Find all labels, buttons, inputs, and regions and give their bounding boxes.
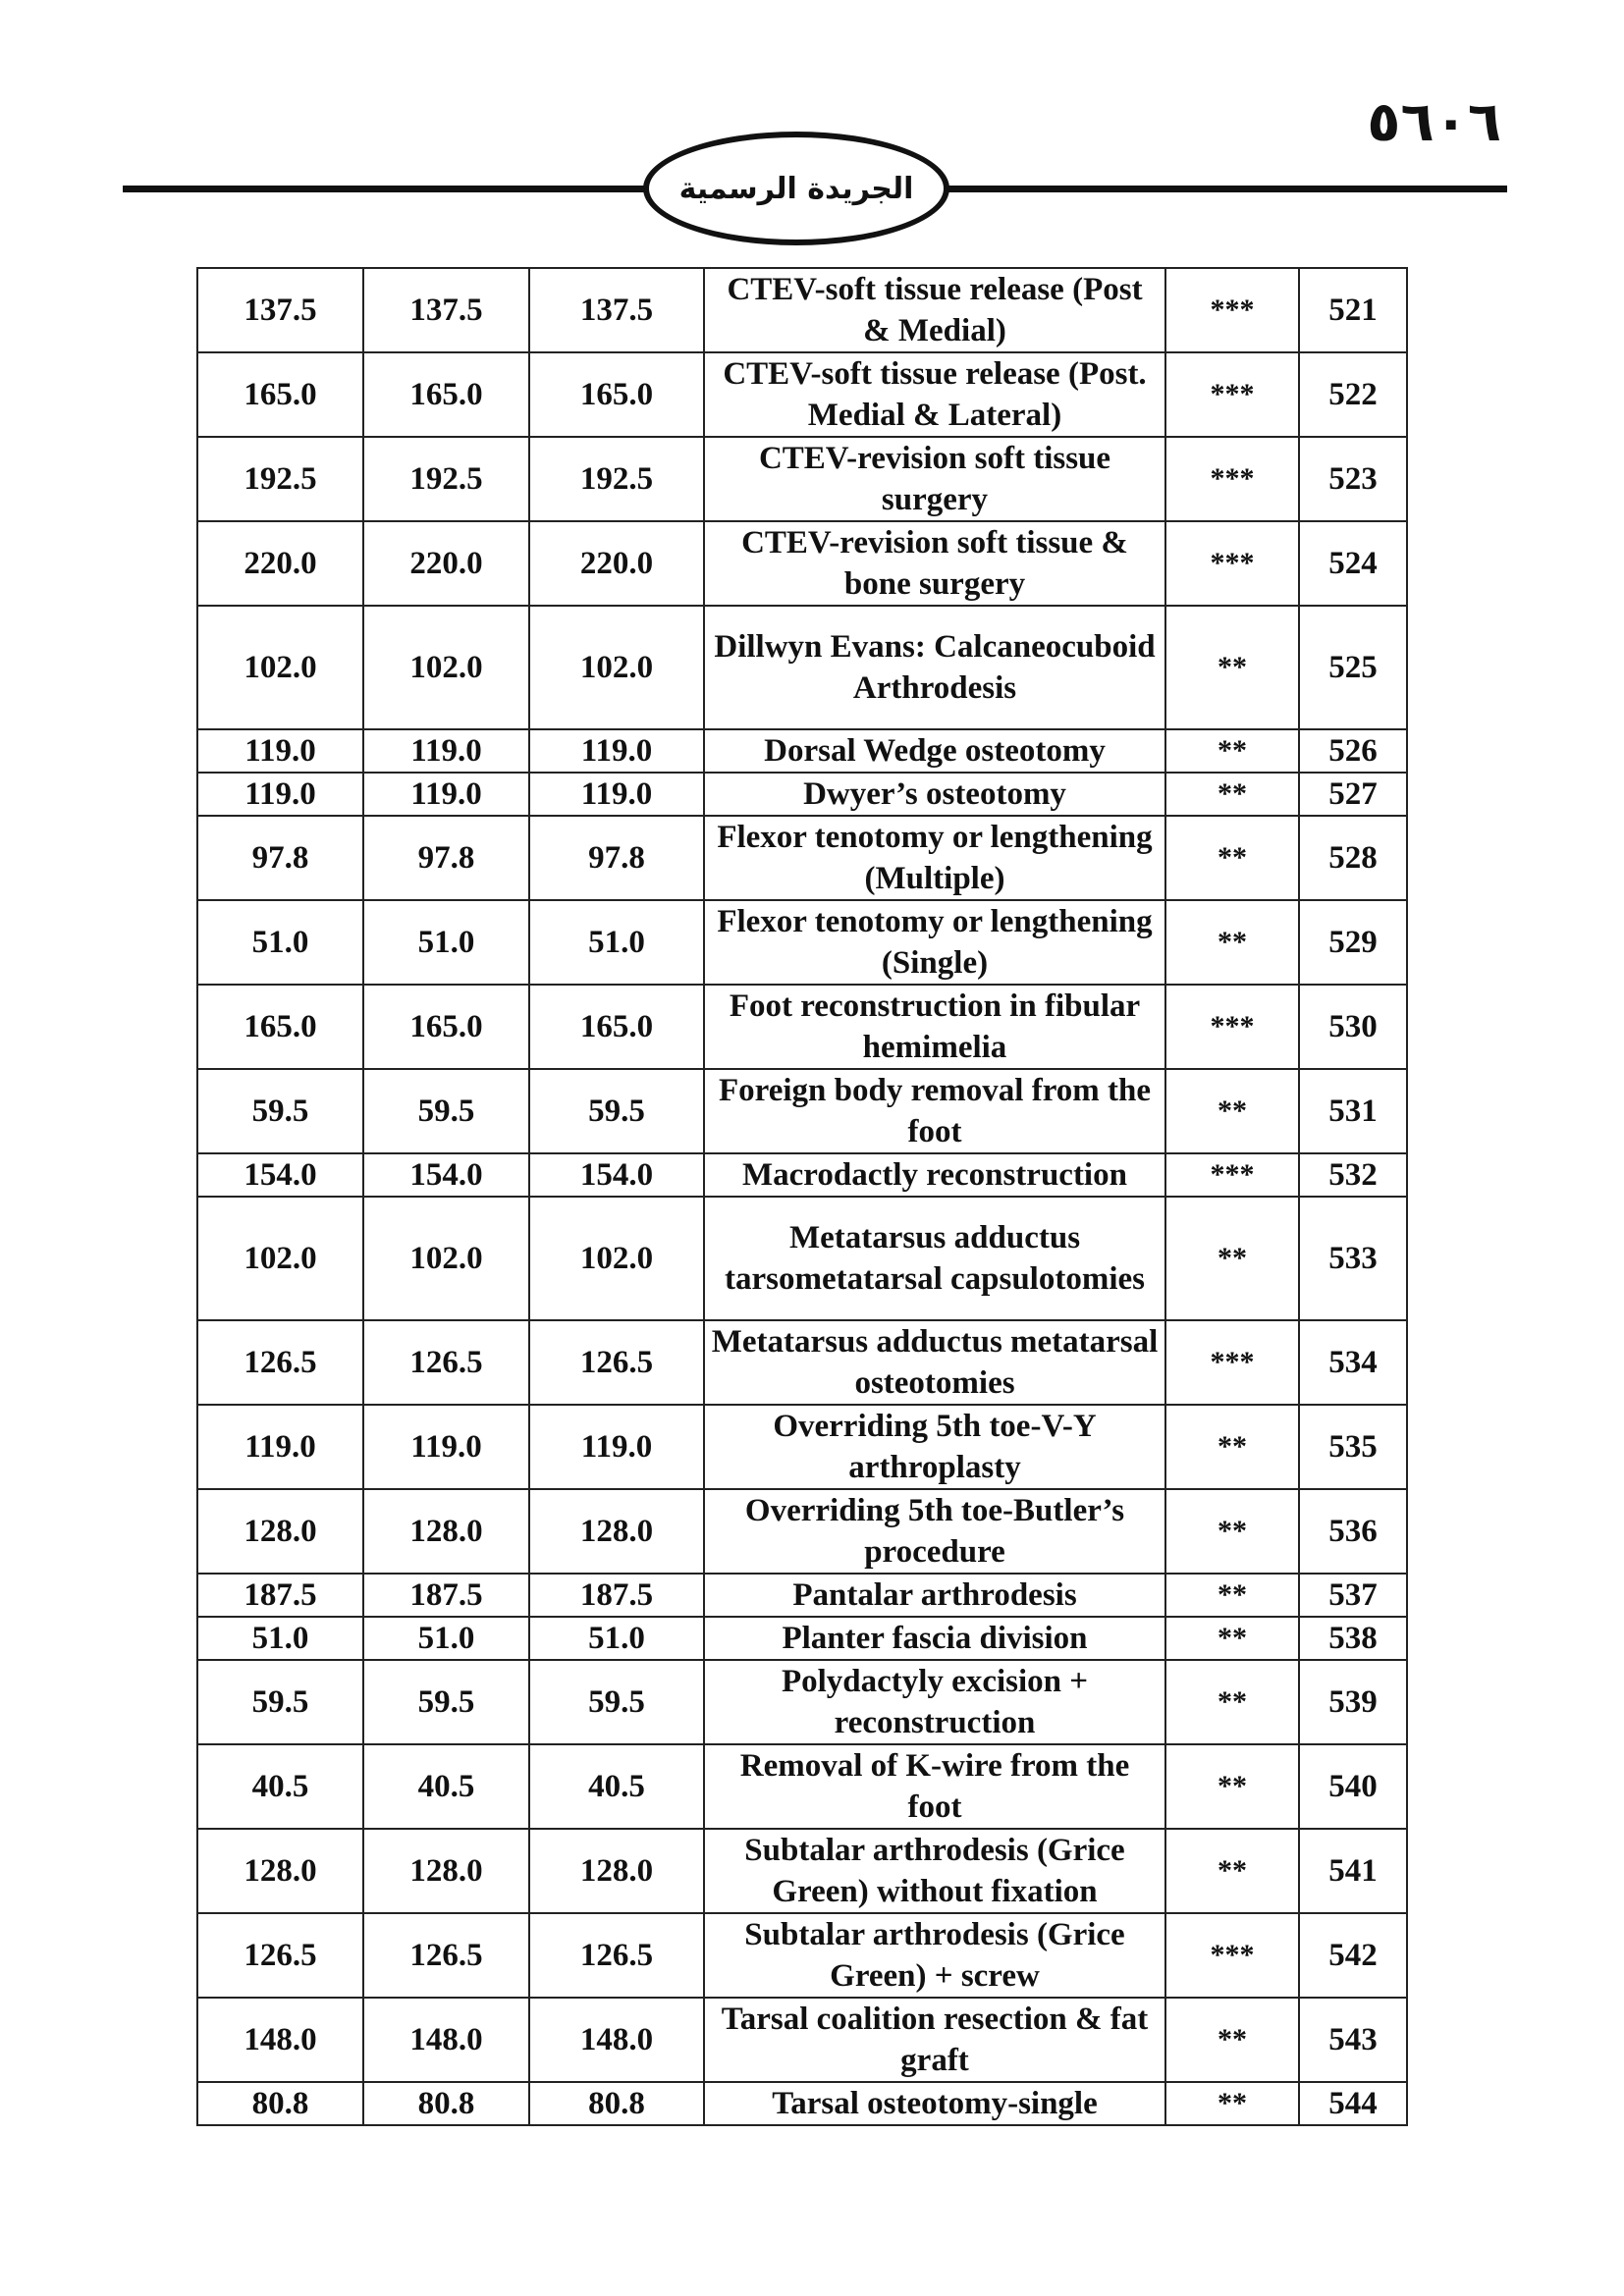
table-row: [197, 521, 1407, 606]
procedure-name: Subtalar arthrodesis (Grice Green) + screw: [704, 1913, 1165, 1998]
fee-value-3: 165.0: [529, 985, 704, 1069]
procedure-code: 530: [1299, 985, 1407, 1069]
fee-value-1: 148.0: [197, 1998, 363, 2082]
fee-value-2: 40.5: [363, 1744, 529, 1829]
table-row: [197, 352, 1407, 437]
fee-value-1: 97.8: [197, 816, 363, 900]
complexity-stars: ***: [1165, 521, 1299, 606]
fee-value-3: 165.0: [529, 352, 704, 437]
table-row: [197, 1320, 1407, 1405]
fee-value-3: 128.0: [529, 1489, 704, 1574]
fee-value-1: 119.0: [197, 729, 363, 773]
fee-value-2: 187.5: [363, 1574, 529, 1617]
complexity-stars: ***: [1165, 985, 1299, 1069]
fee-value-1: 126.5: [197, 1913, 363, 1998]
procedure-code: 529: [1299, 900, 1407, 985]
complexity-stars: **: [1165, 1829, 1299, 1913]
fee-value-2: 126.5: [363, 1913, 529, 1998]
fee-value-3: 40.5: [529, 1744, 704, 1829]
table-row: [197, 1829, 1407, 1913]
fee-value-1: 59.5: [197, 1069, 363, 1153]
table-row: [197, 1153, 1407, 1197]
table-row: [197, 1489, 1407, 1574]
fee-value-1: 154.0: [197, 1153, 363, 1197]
complexity-stars: ***: [1165, 1913, 1299, 1998]
fee-value-2: 102.0: [363, 606, 529, 729]
fee-value-1: 51.0: [197, 900, 363, 985]
fee-value-3: 126.5: [529, 1320, 704, 1405]
procedure-name: Subtalar arthrodesis (Grice Green) without fixation: [704, 1829, 1165, 1913]
complexity-stars: **: [1165, 1069, 1299, 1153]
fee-value-1: 165.0: [197, 985, 363, 1069]
fee-value-2: 97.8: [363, 816, 529, 900]
table-row: [197, 1744, 1407, 1829]
fee-value-2: 128.0: [363, 1829, 529, 1913]
procedure-name: Dorsal Wedge osteotomy: [704, 729, 1165, 773]
table-row: [197, 985, 1407, 1069]
fee-value-1: 187.5: [197, 1574, 363, 1617]
fee-value-1: 80.8: [197, 2082, 363, 2125]
procedure-code: 537: [1299, 1574, 1407, 1617]
fee-value-3: 128.0: [529, 1829, 704, 1913]
fee-value-2: 59.5: [363, 1069, 529, 1153]
fee-value-3: 220.0: [529, 521, 704, 606]
procedure-name: Polydactyly excision + reconstruction: [704, 1660, 1165, 1744]
procedure-code: 534: [1299, 1320, 1407, 1405]
procedure-name: Dillwyn Evans: Calcaneocuboid Arthrodesis: [704, 606, 1165, 729]
procedure-code: 527: [1299, 773, 1407, 816]
procedure-name: CTEV-soft tissue release (Post & Medial): [704, 268, 1165, 352]
procedure-name: Tarsal coalition resection & fat graft: [704, 1998, 1165, 2082]
procedure-name: Macrodactly reconstruction: [704, 1153, 1165, 1197]
fee-value-3: 51.0: [529, 900, 704, 985]
procedure-code: 523: [1299, 437, 1407, 521]
table-row: [197, 900, 1407, 985]
procedure-code: 544: [1299, 2082, 1407, 2125]
complexity-stars: **: [1165, 816, 1299, 900]
complexity-stars: **: [1165, 729, 1299, 773]
procedure-name: Overriding 5th toe-Butler’s procedure: [704, 1489, 1165, 1574]
fee-value-3: 137.5: [529, 268, 704, 352]
table-row: [197, 1998, 1407, 2082]
fee-table-body: [197, 268, 1407, 2125]
fee-value-2: 220.0: [363, 521, 529, 606]
fee-value-1: 119.0: [197, 773, 363, 816]
procedure-name: Tarsal osteotomy-single: [704, 2082, 1165, 2125]
procedure-name: Foreign body removal from the foot: [704, 1069, 1165, 1153]
table-row: [197, 1617, 1407, 1660]
complexity-stars: **: [1165, 1405, 1299, 1489]
fee-value-3: 119.0: [529, 729, 704, 773]
gazette-title: الجريدة الرسمية: [678, 171, 914, 206]
table-row: [197, 729, 1407, 773]
procedure-name: Flexor tenotomy or lengthening (Multiple): [704, 816, 1165, 900]
procedure-name: Dwyer’s osteotomy: [704, 773, 1165, 816]
procedure-code: 526: [1299, 729, 1407, 773]
complexity-stars: **: [1165, 1197, 1299, 1320]
fee-value-2: 80.8: [363, 2082, 529, 2125]
procedure-name: Removal of K-wire from the foot: [704, 1744, 1165, 1829]
fee-value-2: 51.0: [363, 1617, 529, 1660]
table-row: [197, 1197, 1407, 1320]
complexity-stars: **: [1165, 1617, 1299, 1660]
procedure-name: Metatarsus adductus metatarsal osteotomies: [704, 1320, 1165, 1405]
table-row: [197, 1660, 1407, 1744]
complexity-stars: **: [1165, 1660, 1299, 1744]
procedure-code: 535: [1299, 1405, 1407, 1489]
fee-value-1: 128.0: [197, 1489, 363, 1574]
table-row: [197, 2082, 1407, 2125]
table-row: [197, 1405, 1407, 1489]
fee-value-3: 59.5: [529, 1069, 704, 1153]
procedure-name: Foot reconstruction in fibular hemimelia: [704, 985, 1165, 1069]
page-number: ٥٦٠٦: [1367, 90, 1501, 154]
procedure-code: 532: [1299, 1153, 1407, 1197]
complexity-stars: **: [1165, 900, 1299, 985]
table-row: [197, 437, 1407, 521]
fee-value-3: 102.0: [529, 1197, 704, 1320]
fee-value-3: 51.0: [529, 1617, 704, 1660]
fee-value-1: 192.5: [197, 437, 363, 521]
procedure-code: 522: [1299, 352, 1407, 437]
fee-value-1: 137.5: [197, 268, 363, 352]
fee-value-3: 119.0: [529, 1405, 704, 1489]
table-row: [197, 1574, 1407, 1617]
fee-value-1: 40.5: [197, 1744, 363, 1829]
procedure-code: 541: [1299, 1829, 1407, 1913]
complexity-stars: **: [1165, 1744, 1299, 1829]
complexity-stars: **: [1165, 1574, 1299, 1617]
fee-value-1: 51.0: [197, 1617, 363, 1660]
procedure-name: CTEV-soft tissue release (Post. Medial & Lateral): [704, 352, 1165, 437]
fee-value-1: 119.0: [197, 1405, 363, 1489]
procedure-code: 521: [1299, 268, 1407, 352]
fee-value-2: 165.0: [363, 352, 529, 437]
procedure-code: 524: [1299, 521, 1407, 606]
fee-value-3: 59.5: [529, 1660, 704, 1744]
table-row: [197, 1069, 1407, 1153]
fee-value-3: 97.8: [529, 816, 704, 900]
procedure-name: Metatarsus adductus tarsometatarsal capsulotomies: [704, 1197, 1165, 1320]
procedure-code: 536: [1299, 1489, 1407, 1574]
fee-value-2: 137.5: [363, 268, 529, 352]
fee-value-3: 148.0: [529, 1998, 704, 2082]
procedure-code: 539: [1299, 1660, 1407, 1744]
fee-value-3: 102.0: [529, 606, 704, 729]
table-row: [197, 773, 1407, 816]
fee-value-2: 119.0: [363, 1405, 529, 1489]
procedure-code: 528: [1299, 816, 1407, 900]
fee-value-1: 165.0: [197, 352, 363, 437]
fee-value-2: 119.0: [363, 729, 529, 773]
complexity-stars: **: [1165, 606, 1299, 729]
fee-value-1: 59.5: [197, 1660, 363, 1744]
procedure-code: 543: [1299, 1998, 1407, 2082]
procedure-code: 540: [1299, 1744, 1407, 1829]
procedure-code: 542: [1299, 1913, 1407, 1998]
fee-value-2: 192.5: [363, 437, 529, 521]
complexity-stars: **: [1165, 773, 1299, 816]
procedure-name: Pantalar arthrodesis: [704, 1574, 1165, 1617]
fee-value-1: 102.0: [197, 606, 363, 729]
procedure-name: Overriding 5th toe-V-Y arthroplasty: [704, 1405, 1165, 1489]
fee-value-2: 119.0: [363, 773, 529, 816]
complexity-stars: **: [1165, 1489, 1299, 1574]
procedure-code: 525: [1299, 606, 1407, 729]
fee-value-3: 126.5: [529, 1913, 704, 1998]
complexity-stars: ***: [1165, 1320, 1299, 1405]
fee-value-3: 192.5: [529, 437, 704, 521]
procedure-code: 531: [1299, 1069, 1407, 1153]
fee-value-2: 128.0: [363, 1489, 529, 1574]
table-row: [197, 816, 1407, 900]
fee-value-2: 148.0: [363, 1998, 529, 2082]
fee-value-2: 126.5: [363, 1320, 529, 1405]
fee-value-2: 102.0: [363, 1197, 529, 1320]
fee-value-1: 126.5: [197, 1320, 363, 1405]
fee-value-2: 165.0: [363, 985, 529, 1069]
fee-value-2: 59.5: [363, 1660, 529, 1744]
procedure-code: 538: [1299, 1617, 1407, 1660]
fee-value-2: 51.0: [363, 900, 529, 985]
gazette-title-oval: [643, 132, 949, 245]
complexity-stars: **: [1165, 2082, 1299, 2125]
complexity-stars: ***: [1165, 352, 1299, 437]
table-row: [197, 1913, 1407, 1998]
procedure-name: CTEV-revision soft tissue surgery: [704, 437, 1165, 521]
table-row: [197, 606, 1407, 729]
table-row: [197, 268, 1407, 352]
fee-value-2: 154.0: [363, 1153, 529, 1197]
complexity-stars: ***: [1165, 1153, 1299, 1197]
fee-value-3: 154.0: [529, 1153, 704, 1197]
complexity-stars: **: [1165, 1998, 1299, 2082]
fee-value-1: 102.0: [197, 1197, 363, 1320]
fee-value-3: 119.0: [529, 773, 704, 816]
procedure-code: 533: [1299, 1197, 1407, 1320]
fee-value-1: 128.0: [197, 1829, 363, 1913]
fee-value-3: 187.5: [529, 1574, 704, 1617]
procedure-name: Planter fascia division: [704, 1617, 1165, 1660]
procedure-name: CTEV-revision soft tissue & bone surgery: [704, 521, 1165, 606]
complexity-stars: ***: [1165, 437, 1299, 521]
fee-value-3: 80.8: [529, 2082, 704, 2125]
procedure-name: Flexor tenotomy or lengthening (Single): [704, 900, 1165, 985]
procedure-fee-table: [196, 267, 1408, 2126]
fee-value-1: 220.0: [197, 521, 363, 606]
complexity-stars: ***: [1165, 268, 1299, 352]
